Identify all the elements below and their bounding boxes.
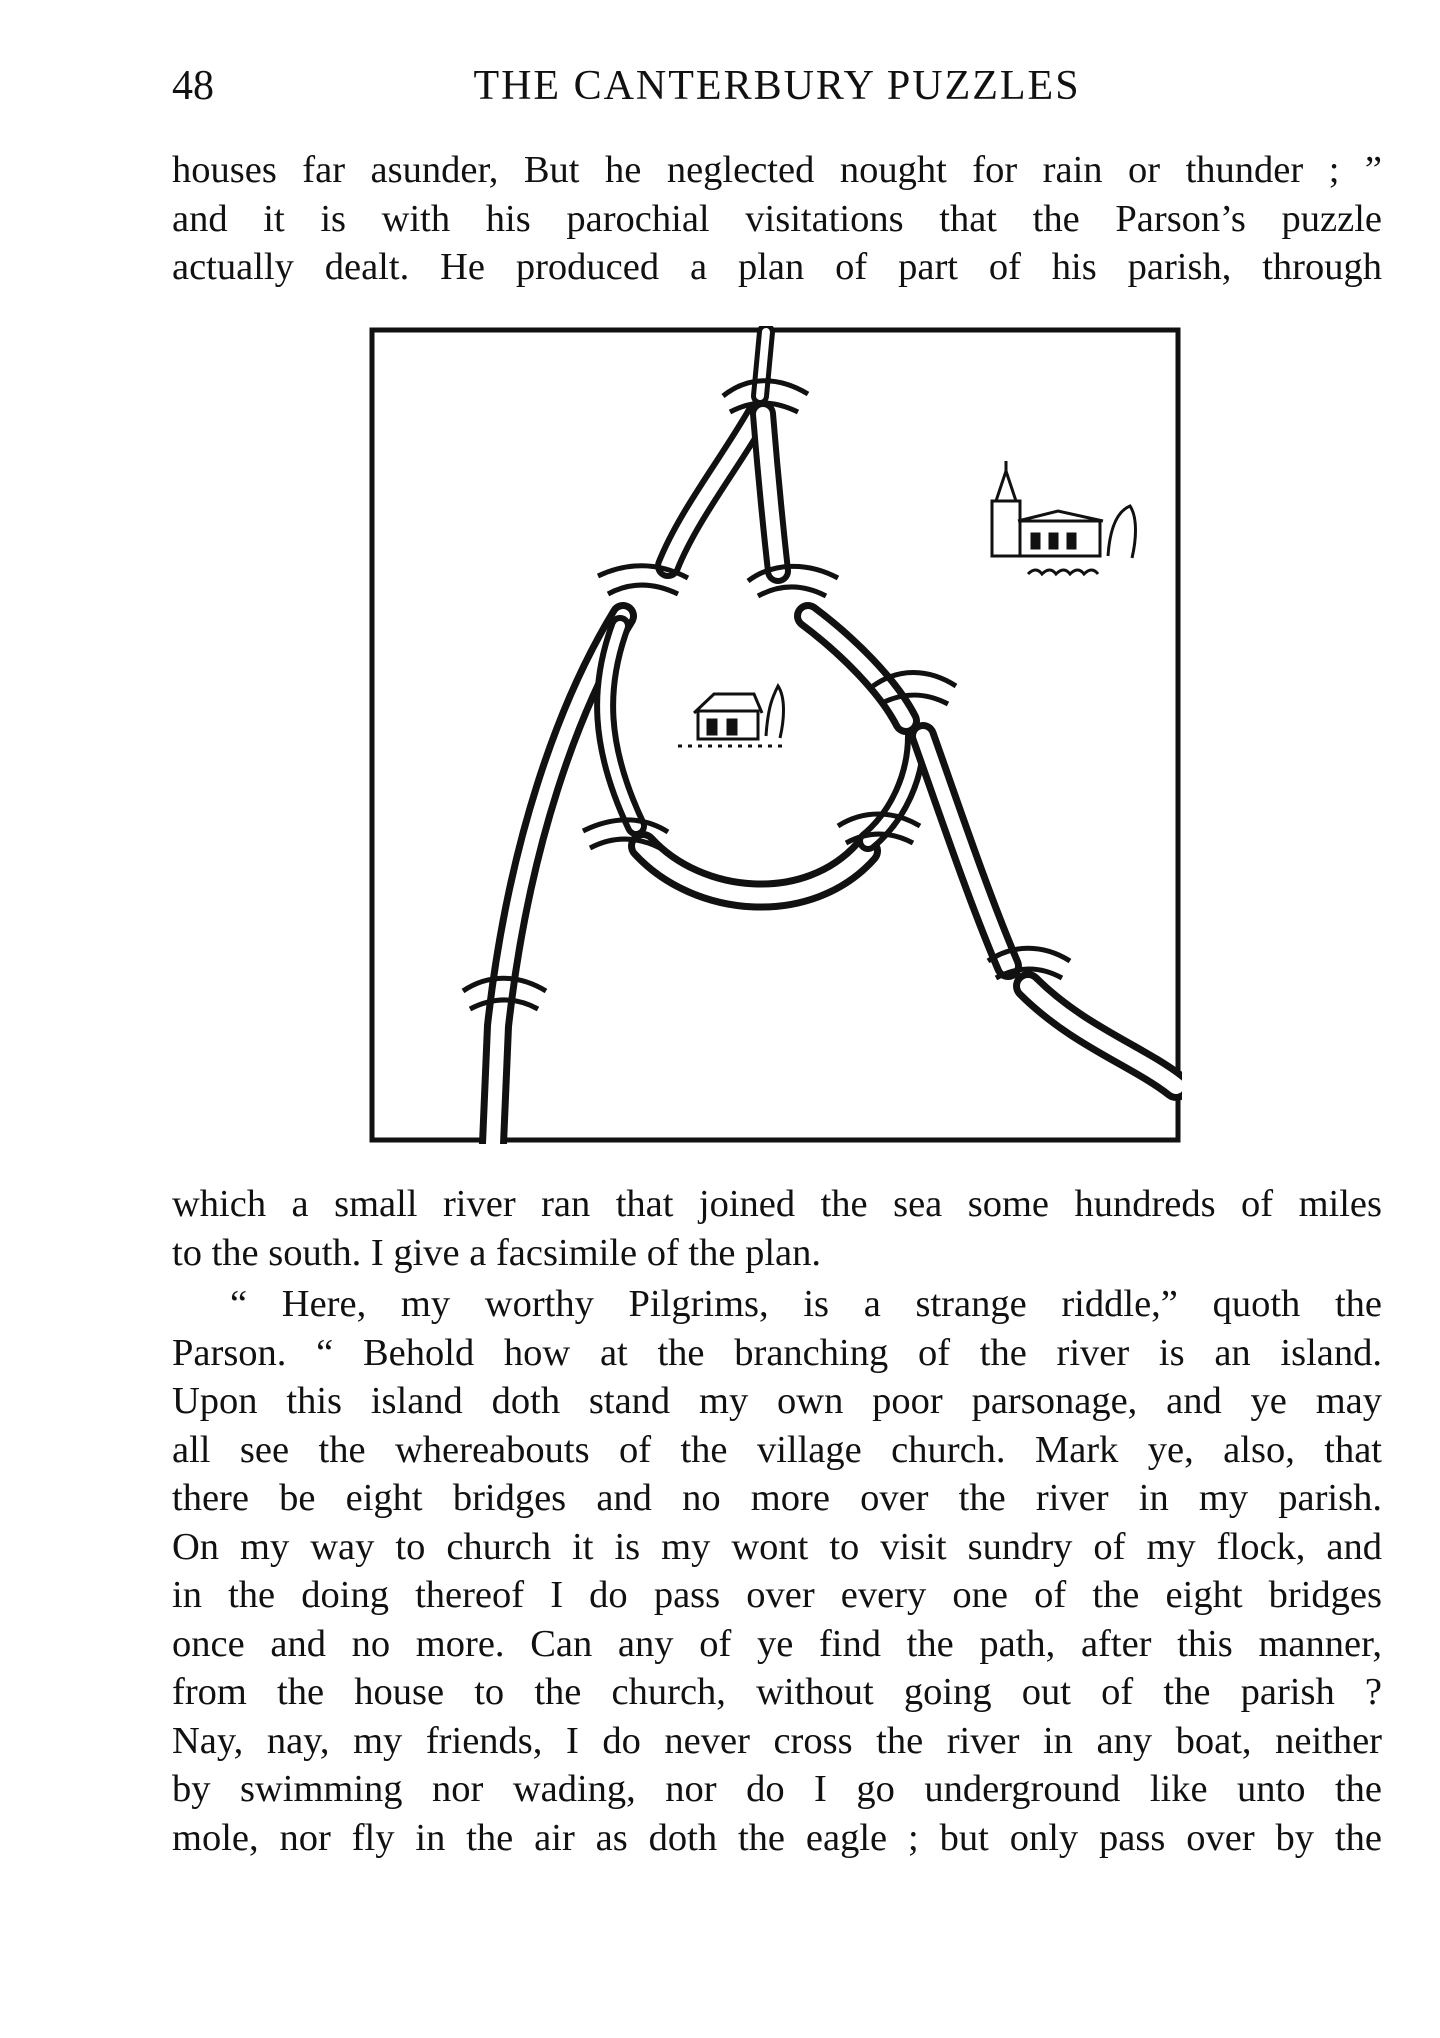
text-line: actually dealt. He produced a plan of part of his parish, through [172, 246, 1382, 288]
text-line: houses far asunder, But he neglected nought for rain or thunder ; ” [172, 149, 1382, 191]
text-line: Upon this island doth stand my own poor parsonage, and ye may [172, 1380, 1382, 1422]
page-number: 48 [172, 63, 214, 109]
running-title: THE CANTERBURY PUZZLES [473, 63, 1081, 109]
text-line: Parson. “ Behold how at the branching of the river is an island. [172, 1331, 1382, 1374]
bridge-icon [748, 566, 838, 596]
text-line: On my way to church it is my wont to visit sundry of my flock, and [172, 1525, 1382, 1568]
text-line: “ Here, my worthy Pilgrims, is a strange riddle,” quoth the [230, 1283, 1382, 1325]
text-line: from the house to the church, without going out of the parish ? [172, 1671, 1382, 1713]
text-line: there be eight bridges and no more over the river in my parish. [172, 1477, 1382, 1519]
river [493, 332, 1176, 1144]
paragraph-mid [172, 1180, 1382, 1277]
text-line: in the doing thereof I do pass over every one of the eight bridges [172, 1574, 1382, 1616]
parsonage-icon [678, 686, 788, 746]
text-line: by swimming nor wading, nor do I go underground like unto the [172, 1768, 1382, 1810]
text-line: and it is with his parochial visitations that the Parson’s puzzle [172, 197, 1382, 240]
bridge-icon [598, 566, 688, 594]
paragraph-top [172, 146, 1382, 292]
text-line: once and no more. Can any of ye find the path, after this manner, [172, 1622, 1382, 1665]
paragraph-bottom [172, 1280, 1382, 1862]
church-icon [992, 461, 1136, 574]
text-line: to the south. I give a facsimile of the plan. [172, 1231, 821, 1274]
text-line: which a small river ran that joined the sea some hundreds of miles [172, 1183, 1382, 1225]
page-header [172, 62, 1382, 122]
text-line: Nay, nay, my friends, I do never cross the river in any boat, neither [172, 1719, 1382, 1762]
text-line: all see the whereabouts of the village church. Mark ye, also, that [172, 1428, 1382, 1471]
parish-plan-figure [368, 326, 1182, 1144]
text-line: mole, nor fly in the air as doth the eagle ; but only pass over by the [172, 1816, 1382, 1859]
